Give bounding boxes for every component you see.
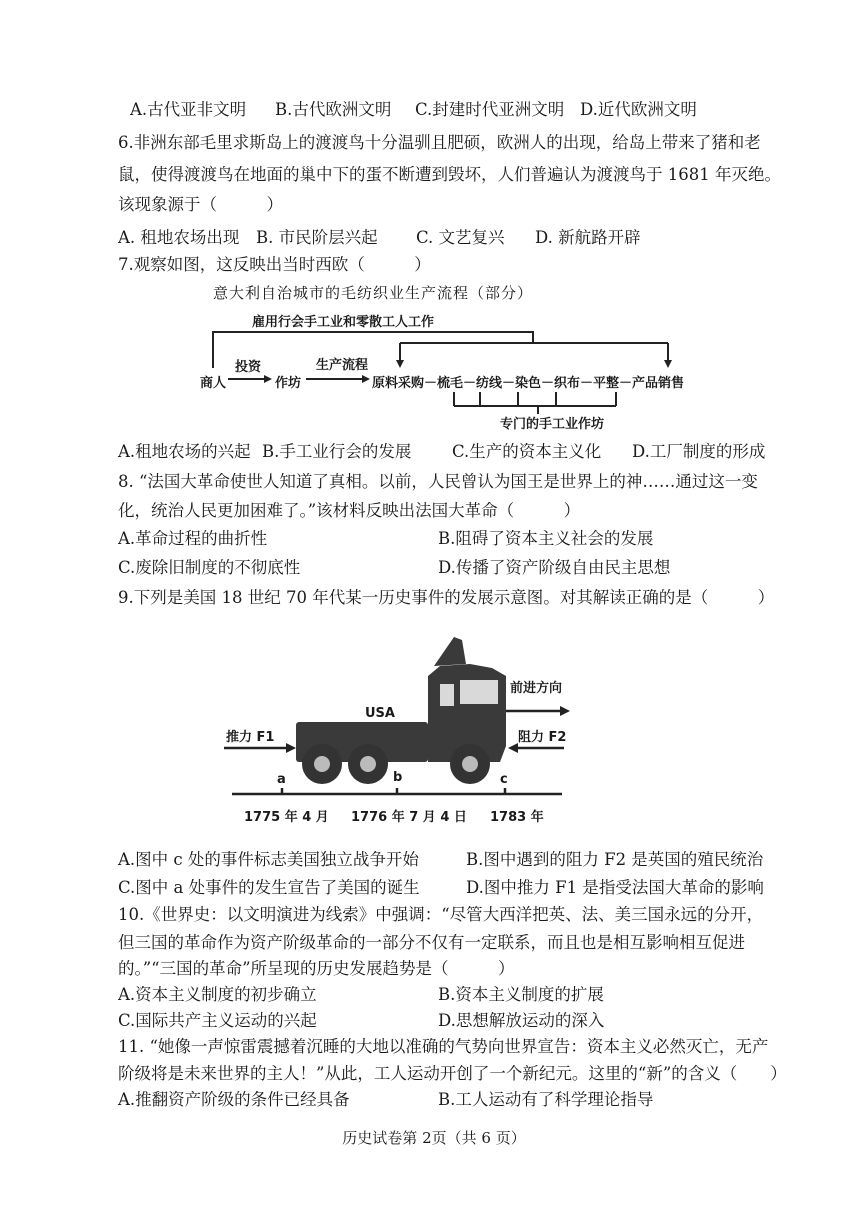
q11-option-a: A.推翻资产阶级的条件已经具备 xyxy=(118,1090,350,1109)
q8-option-a: A.革命过程的曲折性 xyxy=(118,529,268,548)
q10-line3: 的。”“三国的革命”所呈现的历史发展趋势是（ ） xyxy=(118,959,515,978)
q10-option-b: B.资本主义制度的扩展 xyxy=(438,985,604,1004)
q6-option-a: A. 租地农场出现 xyxy=(118,228,240,247)
q8-line2: 化，统治人民更加困难了。”该材料反映出法国大革命（ ） xyxy=(118,501,581,520)
q10-option-d: D.思想解放运动的深入 xyxy=(438,1011,605,1030)
q9-point-a: a xyxy=(277,772,286,787)
q6-line1: 6.非洲东部毛里求斯岛上的渡渡鸟十分温驯且肥硕，欧洲人的出现，给岛上带来了猪和老 xyxy=(118,133,761,152)
q10-option-c: C.国际共产主义运动的兴起 xyxy=(118,1011,317,1030)
q10-line1: 10.《世界史：以文明演进为线索》中强调：“尽管大西洋把英、法、美三国永远的分开， xyxy=(118,905,764,924)
q5-option-d: D.近代欧洲文明 xyxy=(580,100,697,119)
q6-option-b: B. 市民阶层兴起 xyxy=(256,228,378,247)
q7-diagram-title: 意大利自治城市的毛纺织业生产流程（部分） xyxy=(213,284,534,302)
q9-option-c: C.图中 a 处事件的发生宣告了美国的诞生 xyxy=(118,878,420,897)
q9-date-c: 1783 年 xyxy=(490,810,544,825)
q7-stem: 7.观察如图，这反映出当时西欧（ ） xyxy=(118,255,431,274)
q7-bottom-label: 专门的手工业作坊 xyxy=(500,417,605,432)
q7-top-label: 雇用行会手工业和零散工人工作 xyxy=(252,315,435,330)
q9-stem: 9.下列是美国 18 世纪 70 年代某一历史事件的发展示意图。对其解读正确的是（ ） xyxy=(118,588,775,607)
q9-point-c: c xyxy=(500,772,508,787)
q7-merchant: 商人 xyxy=(200,376,227,391)
q5-option-c: C.封建时代亚洲文明 xyxy=(415,100,565,119)
q6-line3: 该现象源于（ ） xyxy=(118,195,283,214)
q9-point-b: b xyxy=(393,770,403,785)
q6-option-c: C. 文艺复兴 xyxy=(416,228,505,247)
q9-date-b: 1776 年 7 月 4 日 xyxy=(351,810,467,825)
q11-option-b: B.工人运动有了科学理论指导 xyxy=(438,1090,654,1109)
q8-option-c: C.废除旧制度的不彻底性 xyxy=(118,558,301,577)
q9-option-d: D.图中推力 F1 是指受法国大革命的影响 xyxy=(466,878,764,897)
q11-line2: 阶级将是未来世界的主人！”从此，工人运动开创了一个新纪元。这里的“新”的含义（ ） xyxy=(118,1064,787,1083)
q9-option-a: A.图中 c 处的事件标志美国独立战争开始 xyxy=(118,850,419,869)
page-footer: 历史试卷第 2页（共 6 页） xyxy=(342,1129,526,1147)
q7-option-a: A.租地农场的兴起 xyxy=(118,442,251,461)
q9-date-a: 1775 年 4 月 xyxy=(244,810,329,825)
q7-option-d: D.工厂制度的形成 xyxy=(632,442,766,461)
q7-process-chain: 原料采购－梳毛－纺线－染色－织布－平整－产品销售 xyxy=(372,376,685,391)
q7-invest: 投资 xyxy=(235,360,262,375)
q9-truck-label: USA xyxy=(365,706,395,721)
q7-process-label: 生产流程 xyxy=(316,358,369,373)
q10-line2: 但三国的革命作为资产阶级革命的一部分不仅有一定联系，而且也是相互影响相互促进 xyxy=(118,933,745,952)
q6-line2: 鼠，使得渡渡鸟在地面的巢中下的蛋不断遭到毁坏，人们普遍认为渡渡鸟于 1681 年灭绝。 xyxy=(118,165,781,184)
q9-option-b: B.图中遇到的阻力 F2 是英国的殖民统治 xyxy=(466,850,764,869)
q9-force-f2: 阻力 F2 xyxy=(518,730,567,745)
q8-option-d: D.传播了资产阶级自由民主思想 xyxy=(438,558,671,577)
q8-line1: 8. “法国大革命使世人知道了真相。以前，人民曾认为国王是世界上的神……通过这一变 xyxy=(118,472,758,491)
q7-option-c: C.生产的资本主义化 xyxy=(452,442,602,461)
q10-option-a: A.资本主义制度的初步确立 xyxy=(118,985,317,1004)
q7-workshop: 作坊 xyxy=(275,376,302,391)
q9-forward-label: 前进方向 xyxy=(510,681,563,696)
q5-option-b: B.古代欧洲文明 xyxy=(275,100,392,119)
q5-option-a: A.古代亚非文明 xyxy=(130,100,247,119)
q7-option-b: B.手工业行会的发展 xyxy=(262,442,412,461)
q11-line1: 11. “她像一声惊雷震撼着沉睡的大地以准确的气势向世界宣告：资本主义必然灭亡，无产 xyxy=(118,1037,769,1056)
q6-option-d: D. 新航路开辟 xyxy=(535,228,641,247)
q8-option-b: B.阻碍了资本主义社会的发展 xyxy=(438,529,654,548)
q9-force-f1: 推力 F1 xyxy=(226,730,275,745)
